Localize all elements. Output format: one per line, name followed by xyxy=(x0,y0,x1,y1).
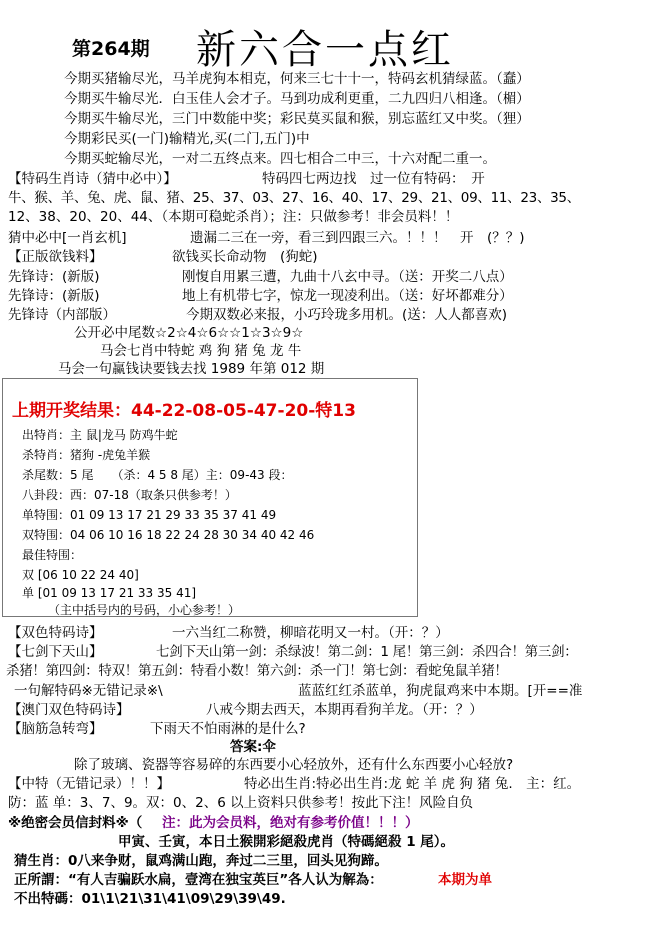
shuangse-label: 【双色特码诗】 xyxy=(8,625,103,641)
zhongte-label: 【中特（无错记录）！！】 xyxy=(8,776,170,792)
aomen-label: 【澳门双色特码诗】 xyxy=(8,702,130,718)
poem-heading: 【特码生肖诗（猜中必中）】 xyxy=(8,171,177,187)
intro-line: 今期彩民买(一门)输精光,买(二门,五门)中 xyxy=(64,131,310,147)
aomen-text: 八戒今期去西天，本期再看狗羊龙。（开：？） xyxy=(206,702,483,718)
fang-line: 防：蓝 单：3、7、9。双：0、2、6 以上资料只供参考！按此下注！风险自负 xyxy=(8,795,474,811)
guess-text: 遗漏二三在一旁，看三到四跟三六。！！！ 开 (？？) xyxy=(190,230,525,246)
weishu-line: 公开必中尾数☆2☆4☆6☆☆1☆3☆9☆ xyxy=(74,325,304,341)
caisheng-line: 猜生肖：0八来争财，鼠鸡满山跑，奔过二三里，回头见狗蹄。 xyxy=(14,853,388,869)
qijian-text-2: 杀猪！第四剑：特双！第五剑：特看小数！第六剑：杀一门！第七剑：看蛇兔鼠羊猪！ xyxy=(6,663,508,679)
result-row: 出特肖：主 鼠|龙马 防鸡牛蛇 xyxy=(22,428,178,442)
result-row: 双特围：04 06 10 16 18 22 24 28 30 34 40 42 46 xyxy=(22,528,315,542)
xianfeng-label: 先锋诗：(新版) xyxy=(8,288,100,304)
intro-line: 今期买猪输尽光，马羊虎狗本相克，何来三七十十一，特码玄机猜绿蓝。（蠢） xyxy=(64,71,530,87)
result-header: 上期开奖结果：44-22-08-05-47-20-特13 xyxy=(12,401,356,421)
page-title: 新六合一点红 xyxy=(196,27,454,73)
zhengban-label: 【正版欲钱料】 xyxy=(8,249,103,265)
xianfeng-label: 先锋诗（内部版） xyxy=(8,307,116,323)
qijian-text: 七剑下天山第一剑：杀绿波！第二剑：1 尾！第三剑：杀四合！第三剑： xyxy=(156,644,578,660)
naojin-text: 下雨天不怕雨淋的是什么? xyxy=(150,721,306,737)
yiju-text: 蓝蓝红红杀蓝单，狗虎鼠鸡来中本期。[开==准 xyxy=(298,683,583,699)
answer: 答案:伞 xyxy=(230,739,276,755)
result-row: 八卦段：西：07-18（取条只供参考！） xyxy=(22,488,237,502)
result-row: 杀尾数：5 尾 （杀：4 5 8 尾）主：09-43 段： xyxy=(22,468,293,482)
intro-line: 今期买牛输尽光，三门中数能中奖；彩民莫买鼠和猴，别忘蓝红又中奖。（狸） xyxy=(64,111,530,127)
jimi-note: 注：此为会员料，绝对有参考价值！！！） xyxy=(162,815,419,831)
poem-line: 牛、猴、羊、兔、虎、鼠、猪、25、37、03、27、16、40、17、29、21、09、11、23、35、 xyxy=(8,190,580,206)
issue-number: 第264期 xyxy=(72,38,150,60)
xianfeng-label: 先锋诗：(新版) xyxy=(8,269,100,285)
intro-line: 今期买蛇输尽光，一对二五终点来。四七相合二中三，十六对配二重一。 xyxy=(64,151,496,167)
intro-line: 今期买牛输尽光．白玉佳人会才子。马到功成利更重，二九四归八相逢。（楣） xyxy=(64,91,530,107)
jiayin-line: 甲寅、壬寅，本日土猴開彩絕殺虎肖（特碼絕殺 1 尾）。 xyxy=(118,834,455,850)
xianfeng-text: 地上有机带七字，惊龙一现凌利出。（送：好坏都难分） xyxy=(182,288,513,304)
poem-line: 12、38、20、20、44、（本期可稳蛇杀肖）；注：只做参考！非会员料！！ xyxy=(8,209,459,225)
mahui-line: 马会七肖中特蛇 鸡 狗 猪 兔 龙 牛 xyxy=(100,343,302,359)
yiju-label: 一句解特码※无错记录※\ xyxy=(14,683,163,699)
zhongte-text: 特必出生肖:特必出生肖:龙 蛇 羊 虎 狗 猪 兔. 主：红。 xyxy=(244,776,581,792)
zhengmi-line: 正所謂：“有人吉骗跃水扁，壹湾在独宝英巨”各人认为解為： xyxy=(14,872,383,888)
jimi-label: ※绝密会员信封料※（ xyxy=(8,815,143,831)
shuangse-text: 一六当红二称赞，柳暗花明又一村。（开：？） xyxy=(172,625,449,641)
question-2: 除了玻璃、瓷器等容易碎的东西要小心轻放外，还有什么东西要小心轻放? xyxy=(74,757,514,773)
result-row: 单 [01 09 13 17 21 33 35 41] xyxy=(22,586,197,600)
zhengmi-answer: 本期为单 xyxy=(438,872,492,888)
result-row: 双 [06 10 22 24 40] xyxy=(22,568,139,582)
zhengban-text: 欲钱买长命动物 (狗蛇) xyxy=(172,249,318,265)
guess-label: 猜中必中[一肖玄机] xyxy=(8,230,127,246)
qijian-label: 【七剑下天山】 xyxy=(8,644,103,660)
mahui-line-2: 马会一句赢钱诀要钱去找 1989 年第 012 期 xyxy=(58,361,325,377)
buchu-line: 不出特碼：01\1\21\31\41\09\29\39\49. xyxy=(14,891,286,907)
result-row: 单特围：01 09 13 17 21 29 33 35 37 41 49 xyxy=(22,508,277,522)
result-row: 最佳特围： xyxy=(22,548,83,562)
result-row: 杀特肖：猪狗 -虎兔羊猴 xyxy=(22,448,151,462)
result-note: （主中括号内的号码，小心参考！） xyxy=(48,603,241,617)
xianfeng-text: 今期双数必来报，小巧玲珑多用机。(送：人人都喜欢) xyxy=(186,307,508,323)
naojin-label: 【脑筋急转弯】 xyxy=(8,721,103,737)
poem-heading-right: 特码四七两边找 过一位有特码： 开 xyxy=(262,171,485,187)
xianfeng-text: 刚愎自用累三遭，九曲十八玄中寻。（送：开奖二八点） xyxy=(182,269,513,285)
